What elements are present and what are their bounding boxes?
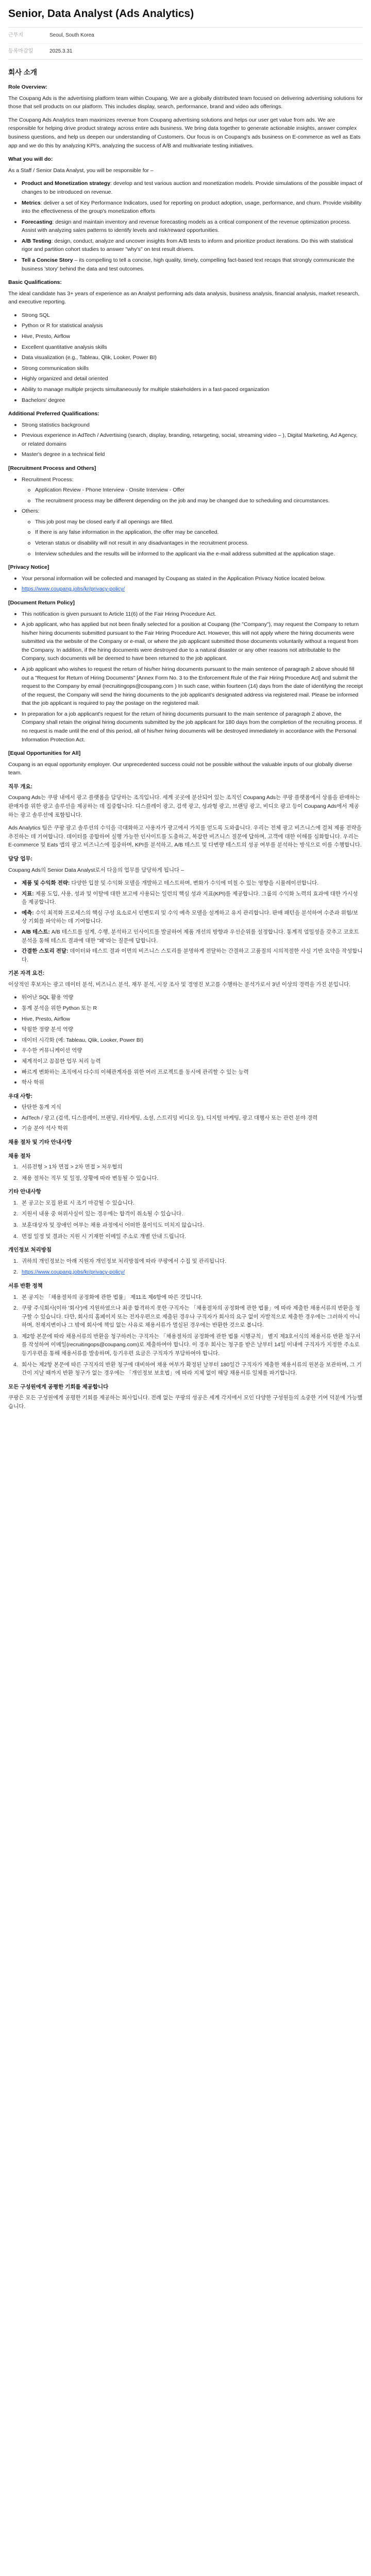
item-text: 면접 일정 및 결과는 지원 시 기재한 이메일 주소로 개별 안내 드립니다. — [22, 1233, 187, 1240]
list-item: Strong statistics background — [8, 421, 363, 430]
responsibility-list-ko — [8, 879, 363, 964]
item-text: 회사는 제2항 본문에 따른 구직자의 반환 청구에 대비하여 채용 여부가 확정된 날부터 180일간 구직자가 제출한 채용서류의 원본을 보관하며, 그 기간이 지날 때까지 반환 청구가 없는 경우에는 「개인정보 보호법」에 따라 지체 없이 해당 채용서류 일체를 파기합니다. — [22, 1361, 362, 1377]
list-item: Master's degree in a technical field — [8, 450, 363, 459]
list-item — [8, 507, 363, 558]
item-bold: 예측: — [22, 909, 34, 916]
sub-list-item: Interview schedules and the results will be informed to the applicant via the e-mail address submitted at the application stage. — [22, 550, 363, 558]
preferred-qualifications-list — [8, 421, 363, 459]
list-item: This notification is given pursuant to Article 11(6) of the Fair Hiring Procedure Act. — [8, 610, 363, 619]
item-bold: 제품 및 수익화 전략: — [22, 880, 70, 887]
recruitment-notes-ko — [8, 1199, 363, 1241]
list-item: 2. 쿠팡 주식회사(이하 '회사')에 지원하였으나 최종 합격하지 못한 구직자는 「채용절차의 공정화에 관한 법률」에 따라 제출한 채용서류의 반환을 청구할 수 있습니다. 다만, 회사의 홈페이지 또는 전자우편으로 제출된 경우나 구직자가 회사의 요구 없이 자발적으로 제출한 경우에는 그러하지 아니하며, 천재지변이나 그 밖에 회사에 책임 없는 사유로 채용서류가 멸실된 경우에는 반환한 것으로 봅니다. — [13, 1305, 360, 1329]
item-text: 제품 도입, 사용, 성과 및 이탈에 대한 보고에 사용되는 일련의 핵심 성과 지표(KPI)를 제공합니다. 그룹의 수익화 노력의 효과에 대한 가시성을 제공합니다. — [22, 890, 358, 906]
list-item: 우수한 커뮤니케이션 역량 — [8, 1046, 363, 1055]
list-item: Your personal information will be collected and managed by Coupang as stated in the Application Privacy Notice located below. — [8, 574, 363, 583]
section-heading: 우대 사항: — [8, 1093, 32, 1099]
list-item: 탁월한 정량 분석 역량 — [8, 1025, 363, 1034]
list-item: 빠르게 변화하는 조직에서 다수의 이해관계자를 위한 여러 프로젝트를 동시에 관리할 수 있는 능력 — [8, 1068, 363, 1077]
section-heading: 기본 자격 요건: — [8, 970, 45, 977]
list-item — [8, 890, 363, 907]
item-bold: Product and Monetization strategy — [22, 180, 111, 187]
privacy-list — [8, 574, 363, 594]
item-text: – its compelling to tell a concise, high quality, timely, compelling fact-based text recaps that strongly communicate the business 'story' behind the data and test outcomes. — [22, 257, 355, 272]
item-text: : deliver a set of Key Performance Indicators, used for reporting on product adoption, usage, performance, and churn. Provide visibility into the effectiveness of the group's monetization efforts — [22, 199, 362, 215]
list-item — [8, 256, 363, 273]
item-text: 본 공지는 「채용절차의 공정화에 관한 법률」 제11조 제6항에 따른 것입니다. — [22, 1294, 203, 1300]
item-text: : develop and test various auction and monetization models. Provide simulations of the possible impact of changes to be introduced on revenue. — [22, 180, 363, 195]
paragraph: Ads Analytics 팀은 쿠팡 광고 솔루션의 수익을 극대화하고 사용자가 광고에서 가치를 얻도록 도와줍니다. 우리는 전체 광고 비즈니스에 걸쳐 제품 전략을 추진하는 데 기여합니다. 데이터를 종합하여 실행 가능한 인사이트를 도출하고, 복잡한 비즈니스 질문에 답하며, 고객에 대한 이해를 심화합니다. 우리는 E-commerce 및 Eats 앱의 광고 비즈니스에 집중하며, KPI를 분석하고, A/B 테스트 및 다변량 테스트의 성공 여부를 분석하는 방식으로 이를 수행합니다. — [8, 825, 362, 849]
section-heading: 개인정보 처리방침 — [8, 1247, 52, 1253]
basic-qualifications-list-ko — [8, 993, 363, 1087]
sub-list-item: Application Review - Phone Interview - Onsite Interview - Offer — [22, 486, 363, 495]
list-item: 데이터 시각화 (예: Tableau, Qlik, Looker, Power BI) — [8, 1036, 363, 1045]
list-item: Bachelors' degree — [8, 396, 363, 405]
privacy-policy-link-ko[interactable]: https://www.coupang.jobs/kr/privacy-policy/ — [22, 1269, 125, 1276]
item-text: Others: — [22, 508, 40, 515]
list-item: 1. 본 공고는 모집 완료 시 조기 마감될 수 있습니다. — [13, 1199, 134, 1206]
list-item: 3. 보훈대상자 및 장애인 여부는 채용 과정에서 어떠한 불이익도 미치지 않습니다. — [13, 1222, 204, 1229]
job-title: Senior, Data Analyst (Ads Analytics) — [8, 8, 194, 20]
sub-list — [22, 486, 363, 505]
item-text: 수익 최적화 프로세스의 핵심 구성 요소로서 인벤토리 및 수익 예측 모델을 설계하고 유지 관리합니다. 판매 패턴을 분석하여 수준과 위험/보상 기회를 파악하는 데 기여합니다. — [22, 909, 359, 925]
paragraph: Coupang Ads는 쿠팡 내에서 광고 플랫폼을 담당하는 조직입니다. 세계 곳곳에 분산되어 있는 조직인 Coupang Ads는 쿠팡 플랫폼에서 상품을 판매하는 판매자를 위한 광고 솔루션을 제공하는 데 집중합니다. 디스플레이 광고, 검색 광고, 성과형 광고, 브랜딩 광고, 비디오 광고 등이 Coupang Ads에서 제공하는 광고 솔루션에 포함됩니다. — [8, 794, 360, 818]
list-item: Previous experience in AdTech / Advertising (search, display, branding, retargeting, social, streaming video – ), Digital Marketing, Ad Agency, or related domains — [8, 431, 363, 448]
meta-value: Seoul, South Korea — [49, 32, 94, 39]
responsibility-list — [8, 179, 363, 273]
item-text: A/B 테스트를 설계, 수행, 분석하고 인사이트를 발굴하여 제품 개선의 방향과 우선순위를 설정합니다. 통계적 엄밀성을 갖추고 코호트 분석을 통해 테스트 결과에 대한 "왜"라는 질문에 답합니다. — [22, 929, 359, 944]
paragraph: The Coupang Ads is the advertising platform team within Coupang. We are a globally distributed team focused on delivering advertising solutions for those that sell products on our platform. This includes display, search, performance, brand and video ads offerings. — [8, 95, 363, 110]
company-heading: 회사 소개 — [8, 68, 37, 76]
sub-list-item: If there is any false information in the application, the offer may be cancelled. — [22, 528, 363, 537]
basic-qualifications-list — [8, 311, 363, 404]
paragraph: The ideal candidate has 3+ years of experience as an Analyst performing ads data analysis, business analysis, financial analysis, market research, and executive reporting. — [8, 290, 360, 306]
list-item — [8, 476, 363, 505]
paragraph: As a Staff / Senior Data Analyst, you will be responsible for – — [8, 167, 154, 174]
sub-list-item: This job post may be closed early if all openings are filled. — [22, 518, 363, 527]
section-heading: 서류 반환 정책 — [8, 1282, 43, 1289]
section-heading: Role Overview: — [8, 84, 47, 91]
item-bold: Metrics — [22, 199, 41, 206]
item-bold: 간결한 스토리 전달: — [22, 948, 69, 955]
list-item: 2. 채용 절차는 직무 및 일정, 상황에 따라 변동될 수 있습니다. — [13, 1175, 159, 1181]
list-item: 4. 회사는 제2항 본문에 따른 구직자의 반환 청구에 대비하여 채용 여부가 확정된 날부터 180일간 구직자가 제출한 채용서류의 원본을 보관하며, 그 기간이 지날 때까지 반환 청구가 없는 경우에는 「개인정보 보호법」에 따라 지체 없이 해당 채용서류 일체를 파기합니다. — [13, 1361, 362, 1377]
list-item: Hive, Presto, Airflow — [8, 332, 363, 341]
paragraph: The Coupang Ads Analytics team maximizes revenue from Coupang advertising solutions and helps our user get value from ads. We are responsible for helping drive product strategy across entire ads business. We bring data together to generate actionable insights, answer complex business questions, and help us deepen our understanding of Customers. Our focus is on Coupang's ads business on E-commerce as well as Eats app and we do this by analyzing KPI's, analyzing the success of A/B and multivariate testing initiatives. — [8, 116, 361, 149]
list-item: 2. 지원서 내용 중 허위사실이 있는 경우에는 합격이 취소될 수 있습니다. — [13, 1211, 183, 1217]
item-text: Recruitment Process: — [22, 476, 74, 483]
list-item — [8, 879, 363, 888]
meta-key: 근무지 — [8, 32, 23, 39]
list-item: 학사 학위 — [8, 1078, 363, 1087]
recruitment-steps-ko — [8, 1163, 363, 1182]
item-text: : design and maintain inventory and revenue forecasting models as a critical component of the revenue optimization process. Assist with analyzing sales patterns to identify levels and risk/reward opportunities. — [22, 218, 351, 234]
section-heading: Additional Preferred Qualifications: — [8, 411, 99, 417]
item-text: 다양한 입찰 및 수익화 모델을 개발하고 테스트하며, 변화가 수익에 미칠 수 있는 영향을 시뮬레이션합니다. — [70, 880, 319, 887]
list-item: Python or R for statistical analysis — [8, 321, 363, 330]
list-item: 체계적이고 꼼꼼한 업무 처리 능력 — [8, 1057, 363, 1066]
item-bold: Tell a Concise Story — [22, 257, 73, 263]
list-item: 뛰어난 SQL 활용 역량 — [8, 993, 363, 1002]
list-item — [8, 237, 363, 254]
section-heading: [Document Return Policy] — [8, 599, 75, 606]
section-heading: 채용 절차 및 기타 안내사항 — [8, 1139, 72, 1145]
section-heading: 모든 구성원에게 공평한 기회를 제공합니다 — [8, 1383, 109, 1390]
list-item: 1. 귀하의 개인정보는 아래 지원자 개인정보 처리방침에 따라 쿠팡에서 수집 및 관리됩니다. — [13, 1258, 227, 1264]
item-text: 보훈대상자 및 장애인 여부는 채용 과정에서 어떠한 불이익도 미치지 않습니다. — [22, 1222, 204, 1229]
sub-list — [22, 518, 363, 558]
section-heading: [Equal Opportunities for All] — [8, 750, 81, 757]
list-item: 1. 서류전형 > 1차 면접 > 2차 면접 > 처우협의 — [13, 1164, 123, 1171]
list-item: A job applicant, who has applied but not been finally selected for a position at Coupang (the "Company"), may request the Company to return his/her hiring documents submitted pursuant to the Fair Hiring Procedure Act. However, this will not apply where the hiring documents were submitted via the website of the Company or e-mail, or where the job applicant submitted those documents voluntarily without a request from the Company. In addition, if the hiring documents were destroyed due to a natural disaster or any other reasons not attributable to the Company, such documents will be deemed to have been returned to the job applicant. — [8, 620, 363, 663]
recruitment-list — [8, 476, 363, 558]
list-item — [8, 909, 363, 926]
item-text: 본 공고는 모집 완료 시 조기 마감될 수 있습니다. — [22, 1199, 134, 1206]
list-item: Hive, Presto, Airflow — [8, 1015, 363, 1024]
document-return-list-ko — [8, 1293, 363, 1378]
list-item — [8, 585, 363, 594]
subsection-heading: 채용 절차 — [8, 1153, 31, 1159]
list-item — [8, 218, 363, 235]
meta-row-location — [8, 28, 363, 44]
document-return-list — [8, 610, 363, 744]
list-item: 2. https://www.coupang.jobs/kr/privacy-policy/ — [13, 1269, 125, 1276]
meta-key: 등록마감일 — [8, 48, 33, 55]
item-text: 서류전형 > 1차 면접 > 2차 면접 > 처우협의 — [22, 1164, 123, 1171]
list-item: Strong SQL — [8, 311, 363, 320]
item-bold: A/B Testing — [22, 238, 52, 244]
item-bold: Forecasting — [22, 218, 53, 225]
list-item: 통계 분석을 위한 Python 또는 R — [8, 1004, 363, 1013]
list-item: 4. 면접 일정 및 결과는 지원 시 기재한 이메일 주소로 개별 안내 드립니다. — [13, 1233, 187, 1240]
section-heading: [Privacy Notice] — [8, 564, 49, 571]
section-heading: Basic Qualifications: — [8, 279, 62, 286]
list-item: 3. 제2항 본문에 따라 채용서류의 반환을 청구하려는 구직자는 「채용절차의 공정화에 관한 법률 시행규칙」 별지 제3호서식의 채용서류 반환 청구서를 작성하여 이메일(recruitingops@coupang.com)로 제출하여야 합니다. 이 경우 회사는 청구를 받은 날부터 14일 이내에 구직자가 지정한 주소로 등기우편을 통해 채용서류를 발송하며, 등기우편 요금은 구직자가 부담하여야 합니다. — [13, 1333, 361, 1357]
item-text: 지원서 내용 중 허위사실이 있는 경우에는 합격이 취소될 수 있습니다. — [22, 1211, 183, 1217]
paragraph: Coupang is an equal opportunity employer. Our unprecedented success could not be possible without the valuable inputs of our globally diverse team. — [8, 761, 352, 776]
section-heading: What you will do: — [8, 156, 53, 163]
sub-list-item: The recruitment process may be different depending on the job and may be changed due to scheduling and circumstances. — [22, 497, 363, 505]
list-item: Highly organized and detail oriented — [8, 375, 363, 383]
list-item: Strong communication skills — [8, 364, 363, 373]
item-text: 제2항 본문에 따라 채용서류의 반환을 청구하려는 구직자는 「채용절차의 공정화에 관한 법률 시행규칙」 별지 제3호서식의 채용서류 반환 청구서를 작성하여 이메일(recruitingops@coupang.com)로 제출하여야 합니다. 이 경우 회사는 청구를 받은 날부터 14일 이내에 구직자가 지정한 주소로 등기우편을 통해 채용서류를 발송하며, 등기우편 요금은 구직자가 부담하여야 합니다. — [22, 1333, 361, 1357]
list-item: In preparation for a job applicant's request for the return of hiring documents pursuant to the main sentence of paragraph 2 above, the Company shall retain the original hiring documents submitted by the job applicant for 180 days from the completion of the recruiting process. If no request is made until the end of this period, all of his/her hiring documents will be destroyed immediately in accordance with the Personal Information Protection Act. — [8, 710, 363, 744]
list-item: Excellent quantitative analysis skills — [8, 343, 363, 352]
privacy-policy-link[interactable]: https://www.coupang.jobs/kr/privacy-policy/ — [22, 586, 125, 592]
item-bold: 지표: — [22, 890, 34, 897]
paragraph: Coupang Ads의 Senior Data Analyst로서 다음의 업무를 담당하게 됩니다 – — [8, 867, 184, 873]
meta-row-deadline — [8, 44, 363, 59]
section-heading: [Recruitment Process and Others] — [8, 465, 96, 471]
list-item — [8, 928, 363, 945]
sub-list-item: Veteran status or disability will not result in any disadvantages in the recruitment process. — [22, 539, 363, 548]
meta-value: 2025.3.31 — [49, 48, 73, 55]
preferred-qualifications-list-ko — [8, 1103, 363, 1133]
privacy-list-ko — [8, 1257, 363, 1277]
job-meta — [8, 27, 363, 60]
list-item: 탄탄한 통계 지식 — [8, 1103, 363, 1112]
list-item: AdTech / 광고 (검색, 디스플레이, 브랜딩, 리타게팅, 소셜, 스트리밍 비디오 등), 디지털 마케팅, 광고 대행사 또는 관련 분야 경력 — [8, 1114, 363, 1123]
item-bold: A/B 테스트: — [22, 929, 50, 935]
list-item — [8, 199, 363, 216]
paragraph: 이상적인 후보자는 광고 데이터 분석, 비즈니스 분석, 재무 분석, 시장 조사 및 경영진 보고를 수행하는 분석가로서 3년 이상의 경력을 가진 분입니다. — [8, 981, 351, 988]
list-item — [8, 179, 363, 196]
item-text: : design, conduct, analyze and uncover insights from A/B tests to inform and prioritize product iterations. Do this with statistical rigor and partition cohort studies to answer "why's" on test result drivers. — [22, 238, 353, 253]
item-text: 채용 절차는 직무 및 일정, 상황에 따라 변동될 수 있습니다. — [22, 1175, 159, 1181]
list-item — [8, 947, 363, 964]
list-item: A job applicant who wishes to request the return of his/her hiring documents pursuant to the main sentence of paragraph 2 above should fill out a "Request for Return of Hiring Documents" [Annex Form No. 3 to the Enforcement Rule of the Fair Hiring Procedure Act] and submit the request to the Company by email (recruitingops@coupang.com ) In such case, within fourteen (14) days from the date of identifying the receipt of the request, the Company will send the hiring documents to the job applicant's designated address via registered mail. Please be informed that the job applicant is required to pay the postage on the registered mail. — [8, 665, 363, 708]
item-text: 데이터와 테스트 결과 이면의 비즈니스 스토리를 분명하게 전달하는 간결하고 고품질의 시의적절한 사실 기반 요약을 작성합니다. — [22, 948, 363, 963]
list-item: 1. 본 공지는 「채용절차의 공정화에 관한 법률」 제11조 제6항에 따른 것입니다. — [13, 1294, 203, 1300]
section-heading: 담당 업무: — [8, 855, 32, 862]
list-item: Data visualization (e.g., Tableau, Qlik, Looker, Power BI) — [8, 353, 363, 362]
section-heading: 직무 개요: — [8, 783, 32, 790]
list-item: 기술 분야 석사 학위 — [8, 1124, 363, 1133]
list-item: Ability to manage multiple projects simultaneously for multiple stakeholders in a fast-paced organization — [8, 385, 363, 394]
paragraph: 쿠팡은 모든 구성원에게 공평한 기회를 제공하는 회사입니다. 전례 없는 쿠팡의 성공은 세계 각지에서 모인 다양한 구성원들의 소중한 기여 덕분에 가능했습니다. — [8, 1395, 363, 1410]
item-text: 쿠팡 주식회사(이하 '회사')에 지원하였으나 최종 합격하지 못한 구직자는 「채용절차의 공정화에 관한 법률」에 따라 제출한 채용서류의 반환을 청구할 수 있습니다. 다만, 회사의 홈페이지 또는 전자우편으로 제출된 경우나 구직자가 회사의 요구 없이 자발적으로 제출한 경우에는 그러하지 아니하며, 천재지변이나 그 밖에 회사에 책임 없는 사유로 채용서류가 멸실된 경우에는 반환한 것으로 봅니다. — [22, 1305, 360, 1329]
item-text: 귀하의 개인정보는 아래 지원자 개인정보 처리방침에 따라 쿠팡에서 수집 및 관리됩니다. — [22, 1258, 227, 1264]
subsection-heading: 기타 안내사항 — [8, 1189, 41, 1195]
